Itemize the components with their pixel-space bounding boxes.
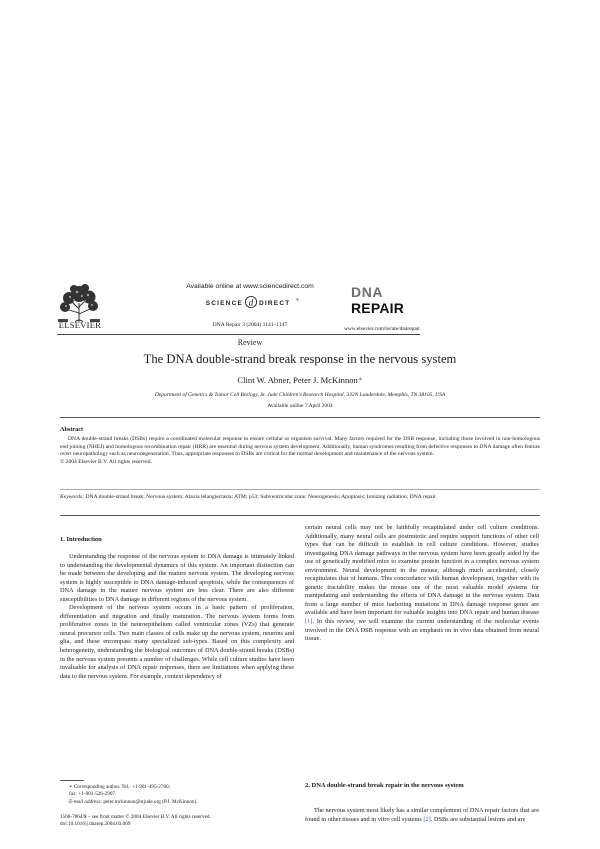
available-online-banner[interactable]: Available online at www.sciencedirect.com [186, 283, 314, 290]
issn-block [60, 814, 294, 828]
doi-link[interactable]: doi:10.1016/j.dnarep.2004.03.009 [60, 821, 131, 828]
author-affiliation: Department of Genetics & Tumor Cell Biology, St. Jude Children's Research Hospital, 332N Lauderdale, Memphis, TN 38105, USA [154, 392, 446, 398]
intro-paragraph-3 [305, 524, 539, 644]
footnote-divider [60, 780, 84, 781]
journal-url-link[interactable]: www.elsevier.com/locate/dnarepair [344, 326, 420, 332]
right-column [305, 524, 539, 644]
keywords-list: DNA double-strand break; Nervous system; Ataxia telangiectasia; ATM; p53; Subventricular zone; Neurogenesis; Apoptosis; Ionizing radiation; DNA repair [85, 494, 436, 500]
footnotes [60, 784, 294, 806]
footnote-corresponding: ∗ Corresponding author. Tel.: +1-901-495-2700; [69, 784, 171, 790]
abstract-paragraph: DNA double-strand breaks (DSBs) require a coordinated molecular response to ensure cellular or organism survival. Many factors required for the DSB response, including those involved in non-homologous end joining (NHEJ) and homologous recombination repair (HRR) are essential during nervous system development. Additionally, human syndromes resulting from defective responses to DNA damage often feature overt neuropathology such as neurodegeneration. Thus, appropriate responses to DSBs are critical for the normal development and maintenance of the nervous system. [60, 436, 540, 458]
author-line [100, 375, 500, 385]
citation-link[interactable]: [2] [423, 815, 431, 823]
keywords-block [60, 494, 540, 502]
section-2-paragraph-1-text-end: . DSBs are substantial lesions and are [430, 815, 526, 823]
publisher-name: ELSEVIER [58, 320, 102, 330]
issn-line: 1568-7864/$ – see front matter © 2004 Elsevier B.V. All rights reserved. [60, 814, 211, 820]
elsevier-tree-logo [57, 283, 101, 323]
section-2-heading: 2. DNA double-strand break repair in the nervous system [305, 782, 464, 789]
section-2-paragraph-1-text: The nervous system most likely has a similar complement of DNA repair factors that are found in other tissues and in vitro cell systems [305, 807, 539, 823]
journal-title-line1: DNA [351, 284, 384, 300]
keywords-label: Keywords: [60, 494, 85, 500]
left-column [60, 553, 294, 681]
abstract-copyright: © 2004 Elsevier B.V. All rights reserved. [60, 458, 152, 465]
sciencedirect-logo [150, 295, 350, 309]
corresponding-author-link[interactable]: ∗ [357, 375, 363, 383]
intro-paragraph-2: Development of the nervous system occurs in a basic pattern of proliferation, differentiation and migration and finally maturation. The nervous system forms from proliferative zones in the neuroepithelium called ventricular zones (VZs) that generate neural precursor cells. Two main classes of cells make up the nervous system, neurons and glia, and these encompass many specialized sub-types. Based on this complexity and heterogeneity, understanding the biological outcomes of DNA double-strand breaks (DSBs) in the nervous system presents a number of challenges. While cell culture studies have been invaluable for analysis of DNA repair responses, there are limitations when applying these data to the nervous system. For example, context dependency of [60, 604, 294, 680]
abstract-bottom-divider [60, 515, 540, 516]
paper-title: The DNA double-strand break response in the nervous system [143, 352, 457, 366]
keywords-divider [60, 489, 540, 490]
svg-text:d: d [248, 297, 254, 308]
header-divider [57, 334, 420, 335]
intro-paragraph-3-text-end: . In this review, we will examine the current understanding of the molecular events involved in the DNA DSB response with an emphasis on in vivo data obtained from neural tissue. [305, 618, 539, 643]
citation-link[interactable]: [1] [305, 618, 313, 626]
email-label: E-mail address: [69, 798, 103, 805]
available-online-date: Available online 7 April 2004 [267, 403, 333, 409]
intro-paragraph-1: Understanding the response of the nervous system to DNA damage is intimately linked to understanding the developmental dynamics of this system. An important distinction can be made between the developing and the mature nervous system. The developing nervous system is highly susceptible to DNA damage-induced apoptosis, while the consequences of DNA damage in the mature nervous system are less clear. There are also different susceptibilities to DNA damage in different regions of the nervous system. [60, 553, 294, 603]
section-1-heading: 1. Introduction [60, 536, 102, 543]
right-column-section-2 [305, 807, 539, 824]
journal-reference: DNA Repair 3 (2004) 1141–1147 [212, 322, 288, 328]
journal-title-line2: REPAIR [351, 300, 405, 316]
journal-title-logo [351, 285, 404, 316]
footnote-email [60, 799, 294, 806]
sciencedirect-left-text: SCIENCE [205, 300, 243, 307]
registered-mark: ® [296, 297, 299, 302]
email-link[interactable]: peter.mckinnon@stjude.org (P.J. McKinnon). [103, 798, 198, 805]
abstract-block [60, 436, 540, 466]
sciencedirect-right-text: DIRECT [259, 300, 291, 307]
intro-paragraph-3-text: certain neural cells may not be faithfully recapitulated under cell culture conditions. Additionally, many neural cells are postmitotic and require support functions of other cell types that can be difficult to establish in cell culture conditions. However, studies investigating DNA damage pathways in the nervous system have been greatly aided by the use of genetically modified mice to examine protein function in a complex nervous system environment. Neural development in the mouse, although much accelerated, closely recapitulates that of humans. This concordance with human development, together with its genetic tractability makes the mouse one of the most valuable model systems for manipulating and understanding the effects of DNA damage in the nervous system. Data from a large number of mice harboring mutations in DNA damage response genes are available and have been important for valuable insights into DNA repair and human disease [305, 524, 539, 617]
abstract-heading: Abstract [60, 426, 84, 433]
article-type-label: Review [237, 338, 263, 347]
abstract-top-divider [60, 417, 540, 418]
section-2-paragraph-1 [305, 807, 539, 824]
footnote-fax: fax: +1-901-526-2907. [69, 791, 117, 798]
author-names: Clint W. Abner, Peter J. McKinnon [237, 375, 358, 385]
